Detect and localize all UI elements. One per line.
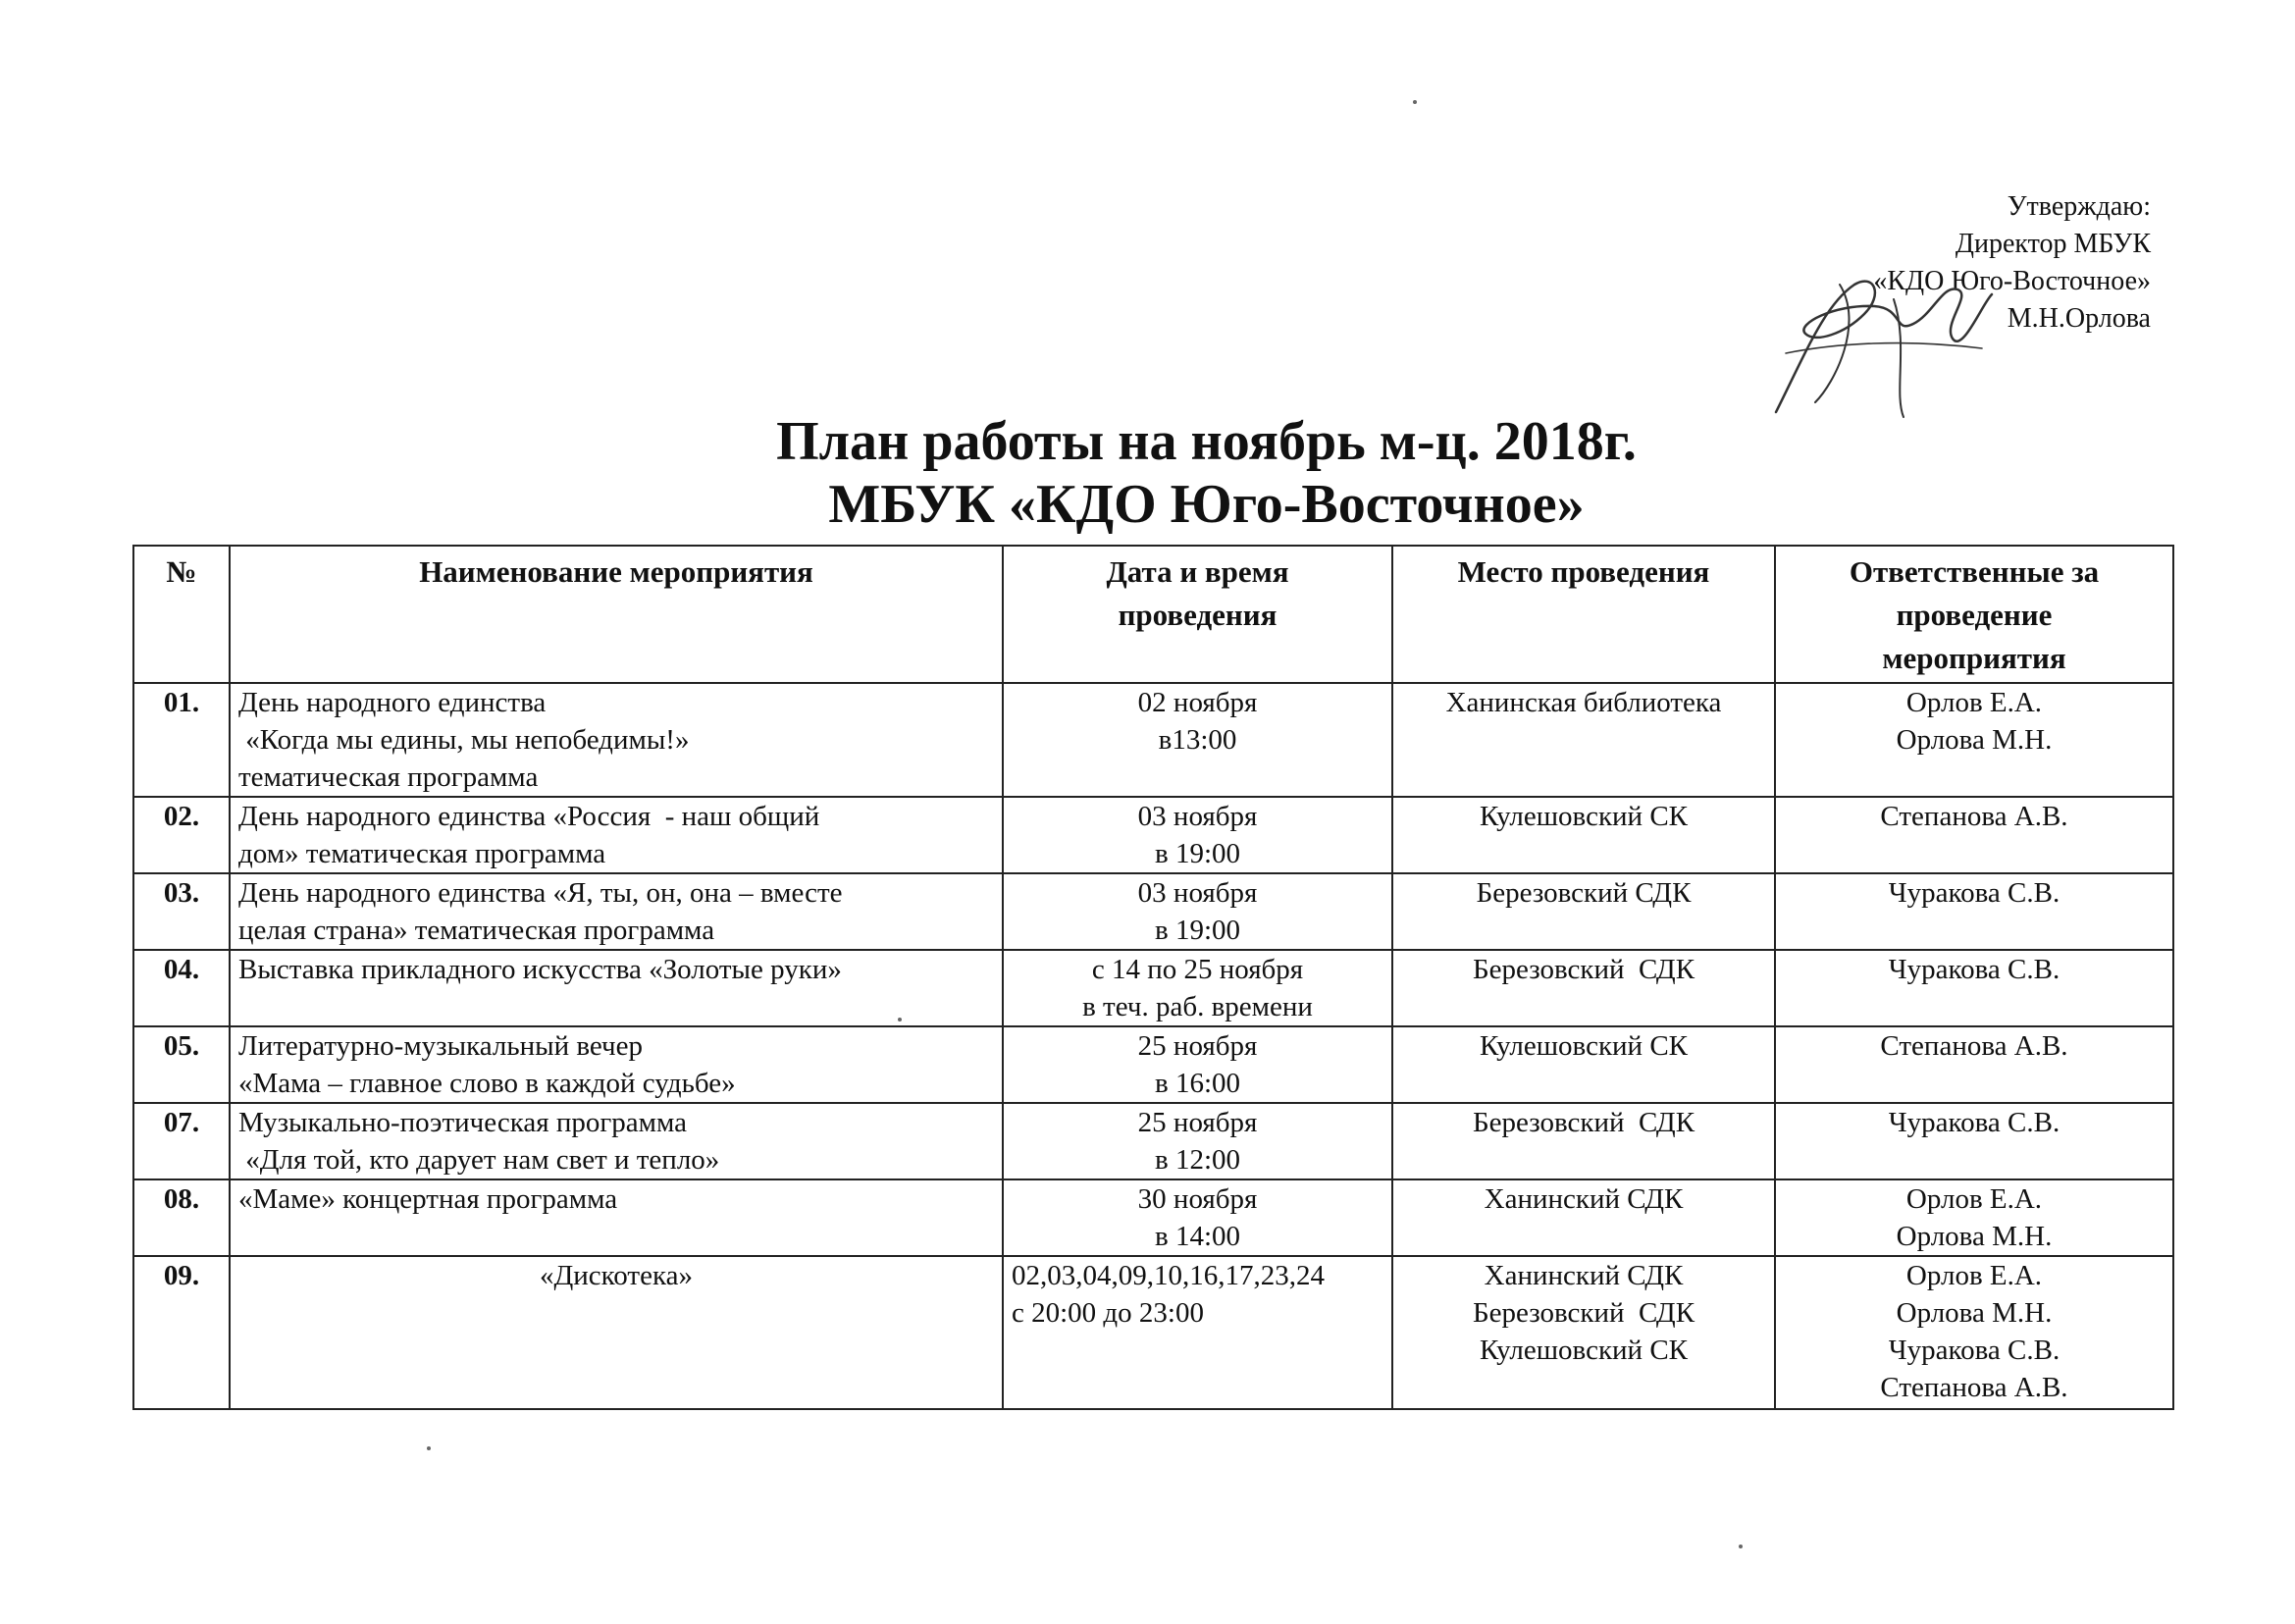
row-responsible: Степанова А.В.: [1775, 797, 2173, 873]
row-name: День народного единства «Россия - наш общий дом» тематическая программа: [230, 797, 1003, 873]
header-place: Место проведения: [1392, 546, 1775, 683]
row-responsible: Чуракова С.В.: [1775, 950, 2173, 1026]
table-row: [133, 1026, 2173, 1103]
table-row: [133, 797, 2173, 873]
header-name: Наименование мероприятия: [230, 546, 1003, 683]
row-date: 30 ноября в 14:00: [1003, 1179, 1392, 1256]
row-num: 08.: [133, 1179, 230, 1256]
row-num: 05.: [133, 1026, 230, 1103]
row-date: 03 ноября в 19:00: [1003, 797, 1392, 873]
row-num: 03.: [133, 873, 230, 950]
approval-line: Директор МБУК: [1955, 229, 2151, 259]
row-date: 02,03,04,09,10,16,17,23,24 с 20:00 до 23:00: [1003, 1256, 1392, 1409]
row-responsible: Степанова А.В.: [1775, 1026, 2173, 1103]
row-date: 03 ноября в 19:00: [1003, 873, 1392, 950]
row-date: 25 ноября в 12:00: [1003, 1103, 1392, 1179]
row-num: 04.: [133, 950, 230, 1026]
approval-line: Утверждаю:: [2007, 191, 2151, 222]
row-num: 09.: [133, 1256, 230, 1409]
row-name: «Маме» концертная программа: [230, 1179, 1003, 1256]
row-name: «Дискотека»: [230, 1256, 1003, 1409]
row-place: Березовский СДК: [1392, 873, 1775, 950]
table-header-row: [133, 546, 2173, 683]
row-place: Кулешовский СК: [1392, 797, 1775, 873]
table-row: [133, 873, 2173, 950]
row-date: с 14 по 25 ноября в теч. раб. времени: [1003, 950, 1392, 1026]
row-place: Ханинский СДК Березовский СДК Кулешовский СК: [1392, 1256, 1775, 1409]
row-place: Березовский СДК: [1392, 1103, 1775, 1179]
row-responsible: Орлов Е.А. Орлова М.Н.: [1775, 683, 2173, 797]
row-responsible: Чуракова С.В.: [1775, 873, 2173, 950]
row-place: Березовский СДК: [1392, 950, 1775, 1026]
row-responsible: Чуракова С.В.: [1775, 1103, 2173, 1179]
row-name: Выставка прикладного искусства «Золотые руки»: [230, 950, 1003, 1026]
events-table: [132, 545, 2174, 1410]
scan-speck: [427, 1446, 431, 1450]
row-num: 07.: [133, 1103, 230, 1179]
scan-speck: [898, 1018, 902, 1022]
document-title: [0, 410, 2295, 536]
row-responsible: Орлов Е.А. Орлова М.Н. Чуракова С.В. Степанова А.В.: [1775, 1256, 2173, 1409]
signature-graphic: [1747, 245, 2002, 422]
row-place: Ханинская библиотека: [1392, 683, 1775, 797]
row-place: Кулешовский СК: [1392, 1026, 1775, 1103]
scan-speck: [1739, 1545, 1743, 1548]
title-line-1: План работы на ноябрь м-ц. 2018г.: [776, 411, 1637, 472]
row-name: День народного единства «Когда мы едины, мы непобедимы!» тематическая программа: [230, 683, 1003, 797]
table-row: [133, 683, 2173, 797]
title-line-2: МБУК «КДО Юго-Восточное»: [828, 474, 1585, 535]
approval-line: «КДО Юго-Восточное»: [1873, 266, 2151, 296]
row-responsible: Орлов Е.А. Орлова М.Н.: [1775, 1179, 2173, 1256]
scan-speck: [1413, 100, 1417, 104]
table-row: [133, 1103, 2173, 1179]
header-date: Дата и время проведения: [1003, 546, 1392, 683]
header-responsible: Ответственные за проведение мероприятия: [1775, 546, 2173, 683]
approval-line: М.Н.Орлова: [2007, 303, 2151, 334]
row-num: 02.: [133, 797, 230, 873]
row-name: Литературно-музыкальный вечер «Мама – главное слово в каждой судьбе»: [230, 1026, 1003, 1103]
row-num: 01.: [133, 683, 230, 797]
row-name: Музыкально-поэтическая программа «Для той, кто дарует нам свет и тепло»: [230, 1103, 1003, 1179]
row-place: Ханинский СДК: [1392, 1179, 1775, 1256]
table-row: [133, 1179, 2173, 1256]
header-num: №: [133, 546, 230, 683]
table-row: [133, 950, 2173, 1026]
row-date: 02 ноября в13:00: [1003, 683, 1392, 797]
row-date: 25 ноября в 16:00: [1003, 1026, 1392, 1103]
row-name: День народного единства «Я, ты, он, она – вместе целая страна» тематическая программа: [230, 873, 1003, 950]
table-row: [133, 1256, 2173, 1409]
